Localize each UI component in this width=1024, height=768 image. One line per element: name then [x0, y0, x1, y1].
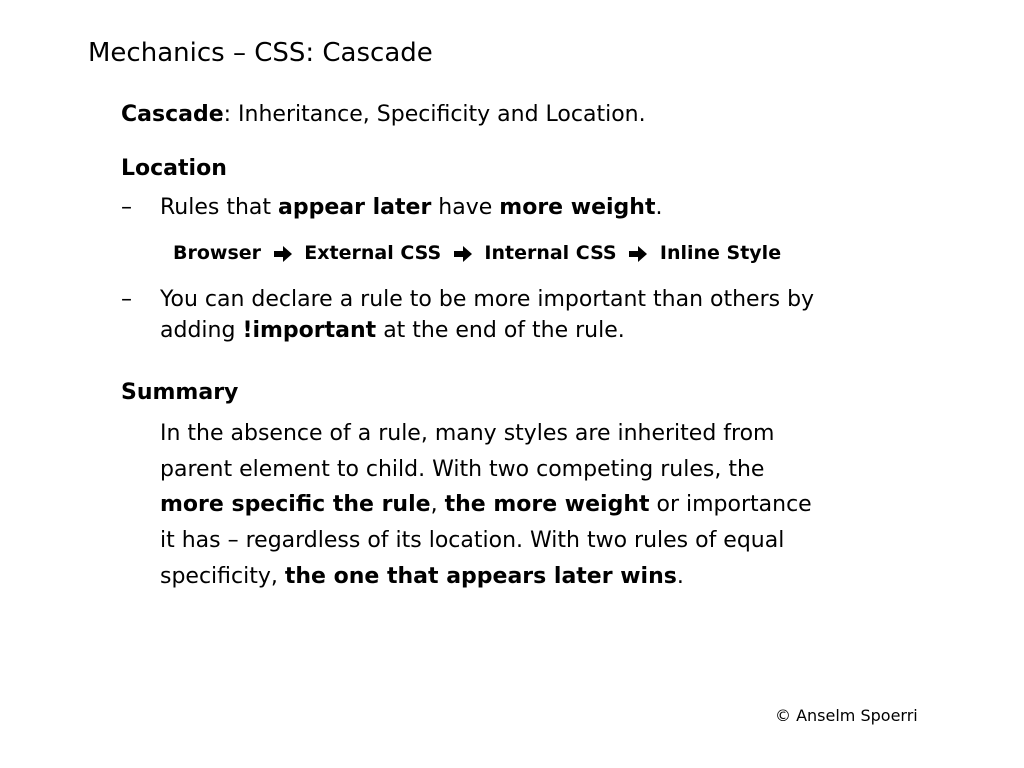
- intro-text: : Inheritance, Specificity and Location.: [223, 102, 646, 127]
- location-bullet-1: [160, 195, 662, 220]
- emphasis-important: !important: [242, 318, 377, 343]
- emphasis-later-wins: the one that appears later wins: [284, 564, 677, 589]
- slide-title: Mechanics – CSS: Cascade: [88, 38, 433, 68]
- text: .: [676, 564, 684, 589]
- text: specificity,: [160, 564, 285, 589]
- text: have: [431, 195, 500, 220]
- text: Rules that: [160, 195, 279, 220]
- summary-line-4: it has – regardless of its location. With two rules of equal: [160, 528, 785, 553]
- intro-line: [121, 102, 646, 127]
- summary-line-2: parent element to child. With two competing rules, the: [160, 457, 765, 482]
- emphasis-more-weight: the more weight: [444, 492, 650, 517]
- text: .: [655, 195, 663, 220]
- text: ,: [430, 492, 445, 517]
- flow-step-inline-style: Inline Style: [659, 242, 782, 264]
- right-arrow-icon: [274, 246, 292, 262]
- bullet-dash: –: [121, 287, 132, 312]
- flow-step-external-css: External CSS: [304, 242, 442, 264]
- bullet-dash: –: [121, 195, 132, 220]
- right-arrow-icon: [629, 246, 647, 262]
- flow-step-internal-css: Internal CSS: [484, 242, 617, 264]
- intro-term: Cascade: [121, 102, 224, 127]
- summary-line-5: [160, 564, 684, 589]
- text: or importance: [649, 492, 812, 517]
- copyright: © Anselm Spoerri: [775, 706, 918, 725]
- emphasis-more-weight: more weight: [499, 195, 656, 220]
- emphasis-appear-later: appear later: [278, 195, 432, 220]
- flow-step-browser: Browser: [173, 242, 262, 264]
- summary-heading: Summary: [121, 380, 239, 405]
- text: adding: [160, 318, 243, 343]
- location-bullet-2-line-1: You can declare a rule to be more important than others by: [160, 287, 815, 312]
- location-bullet-2-line-2: [160, 318, 625, 343]
- summary-line-1: In the absence of a rule, many styles are inherited from: [160, 421, 775, 446]
- cascade-order-flow: [173, 242, 781, 264]
- right-arrow-icon: [454, 246, 472, 262]
- summary-line-3: [160, 492, 812, 517]
- emphasis-more-specific: more specific the rule: [160, 492, 431, 517]
- location-heading: Location: [121, 156, 227, 181]
- text: at the end of the rule.: [376, 318, 625, 343]
